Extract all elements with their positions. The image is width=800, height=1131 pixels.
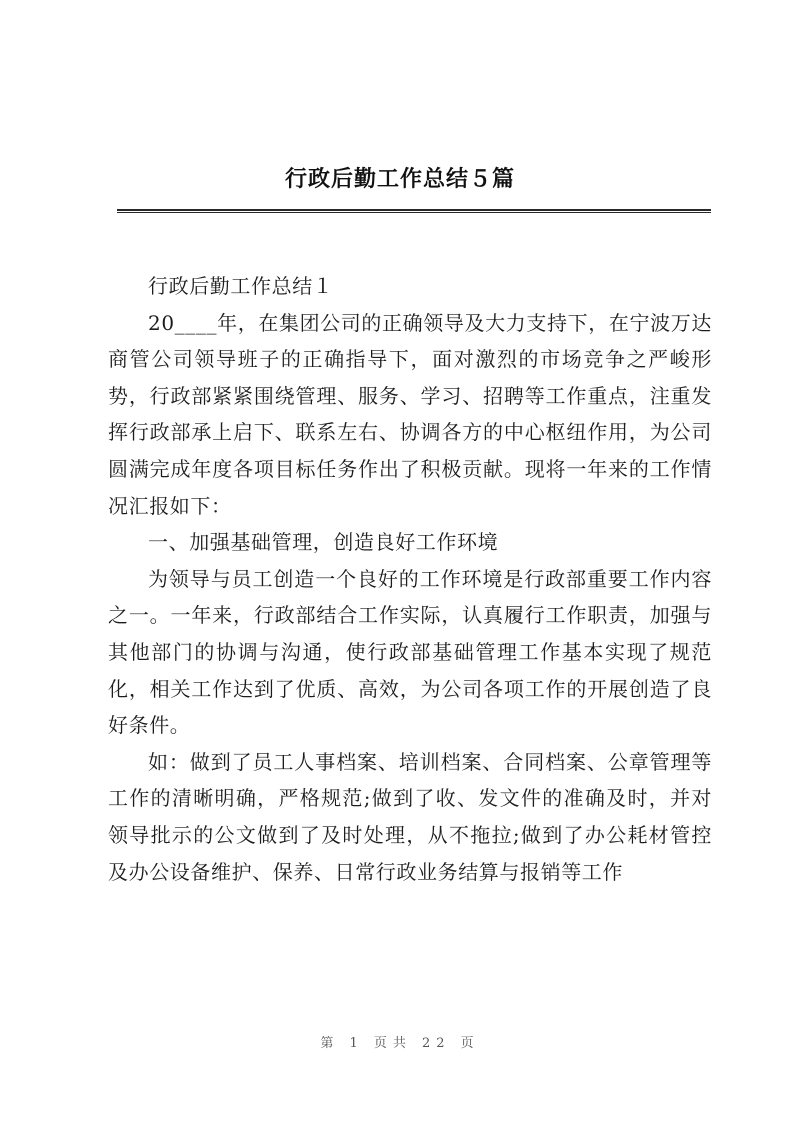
page-title: 行政后勤工作总结５篇 bbox=[284, 167, 515, 192]
body-paragraph: 如：做到了员工人事档案、培训档案、合同档案、公章管理等工作的清晰明确，严格规范;做到了收、发文件的准确及时，并对领导批示的公文做到了及时处理，从不拖拉;做到了办公耗材管控及办公设备维护、保养、日常行政业务结算与报销等工作 bbox=[108, 749, 712, 884]
section-heading: 行政后勤工作总结１ bbox=[148, 274, 334, 298]
title-divider bbox=[117, 209, 711, 213]
subsection-heading: 一、加强基础管理，创造良好工作环境 bbox=[148, 530, 499, 555]
page-footer: 第 1 页共 22 页 bbox=[320, 1036, 480, 1051]
body-paragraph: 为领导与员工创造一个良好的工作环境是行政部重要工作内容之一。一年来，行政部结合工作实际，认真履行工作职责，加强与其他部门的协调与沟通，使行政部基础管理工作基本实现了规范化，相关工作达到了优质、高效，为公司各项工作的开展创造了良好条件。 bbox=[108, 566, 712, 738]
document-body bbox=[108, 268, 712, 890]
body-paragraph: 20____年，在集团公司的正确领导及大力支持下，在宁波万达商管公司领导班子的正确指导下，面对激烈的市场竞争之严峻形势，行政部紧紧围绕管理、服务、学习、招聘等工作重点，注重发挥行政部承上启下、联系左右、协调各方的中心枢纽作用，为公司圆满完成年度各项目标任务作出了积极贡献。现将一年来的工作情况汇报如下： bbox=[108, 310, 712, 518]
